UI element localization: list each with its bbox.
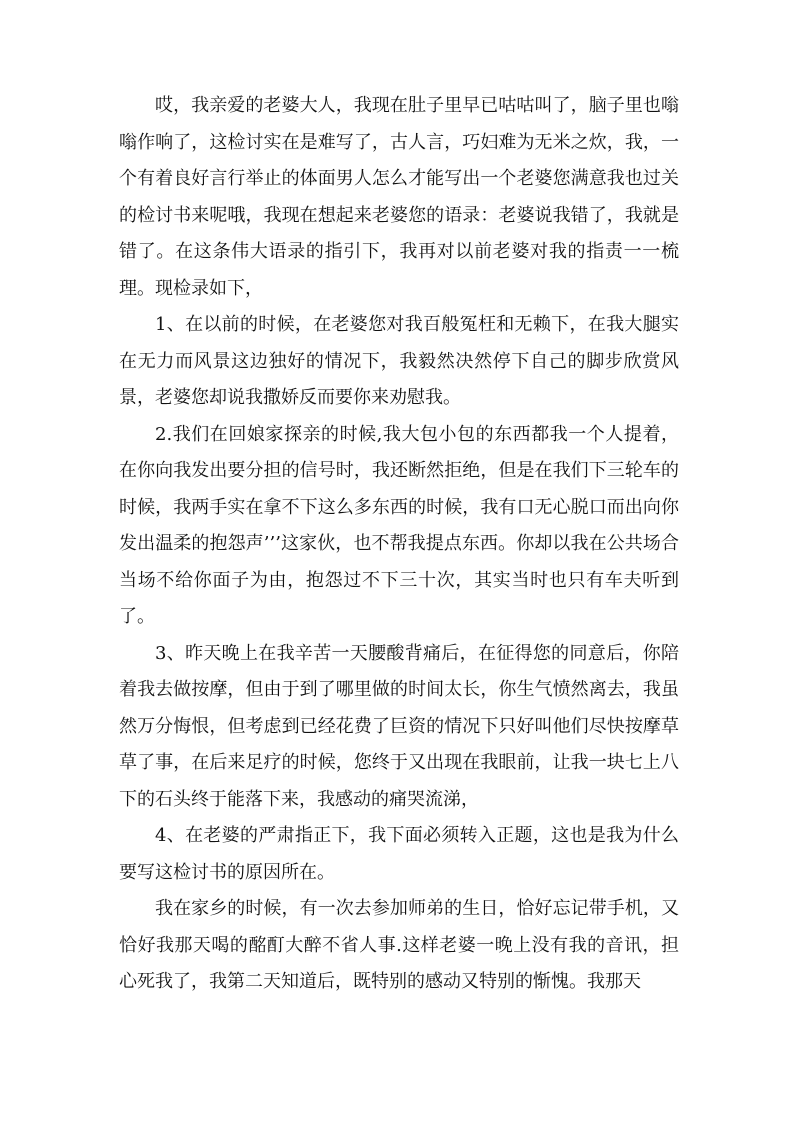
document-body bbox=[119, 88, 679, 1001]
paragraph-item-4: 4、在老婆的严肃指正下，我下面必须转入正题，这也是我为什么要写这检讨书的原因所在。 bbox=[119, 825, 679, 883]
paragraph-item-1: 1、在以前的时候，在老婆您对我百般冤枉和无赖下，在我大腿实在无力而风景这边独好的情况下，我毅然决然停下自己的脚步欣赏风景，老婆您却说我撒娇反而要你来劝慰我。 bbox=[119, 314, 679, 408]
paragraph-intro: 哎，我亲爱的老婆大人，我现在肚子里早已咕咕叫了，脑子里也嗡嗡作响了，这检讨实在是难写了，古人言，巧妇难为无米之炊，我，一个有着良好言行举止的体面男人怎么才能写出一个老婆您满意我也过关的检讨书来呢哦，我现在想起来老婆您的语录：老婆说我错了，我就是错了。在这条伟大语录的指引下，我再对以前老婆对我的指责一一梳理。现检录如下， bbox=[119, 95, 679, 299]
paragraph-item-2: 2.我们在回娘家探亲的时候,我大包小包的东西都我一个人提着，在你向我发出要分担的信号时，我还断然拒绝，但是在我们下三轮车的时候，我两手实在拿不下这么多东西的时候，我有口无心脱口而出向你发出温柔的抱怨声’’’这家伙，也不帮我提点东西。你却以我在公共场合当场不给你面子为由，抱怨过不下三十次，其实当时也只有车夫听到了。 bbox=[119, 423, 679, 627]
paragraph-story: 我在家乡的时候，有一次去参加师弟的生日，恰好忘记带手机，又恰好我那天喝的酩酊大醉不省人事.这样老婆一晚上没有我的音讯，担心死我了，我第二天知道后，既特别的感动又特别的惭愧。我那天 bbox=[119, 898, 679, 992]
paragraph-item-3: 3、昨天晚上在我辛苦一天腰酸背痛后，在征得您的同意后，你陪着我去做按摩，但由于到了哪里做的时间太长，你生气愤然离去，我虽然万分悔恨，但考虑到已经花费了巨资的情况下只好叫他们尽快按摩草草了事，在后来足疗的时候，您终于又出现在我眼前，让我一块七上八下的石头终于能落下来，我感动的痛哭流涕， bbox=[119, 642, 679, 810]
